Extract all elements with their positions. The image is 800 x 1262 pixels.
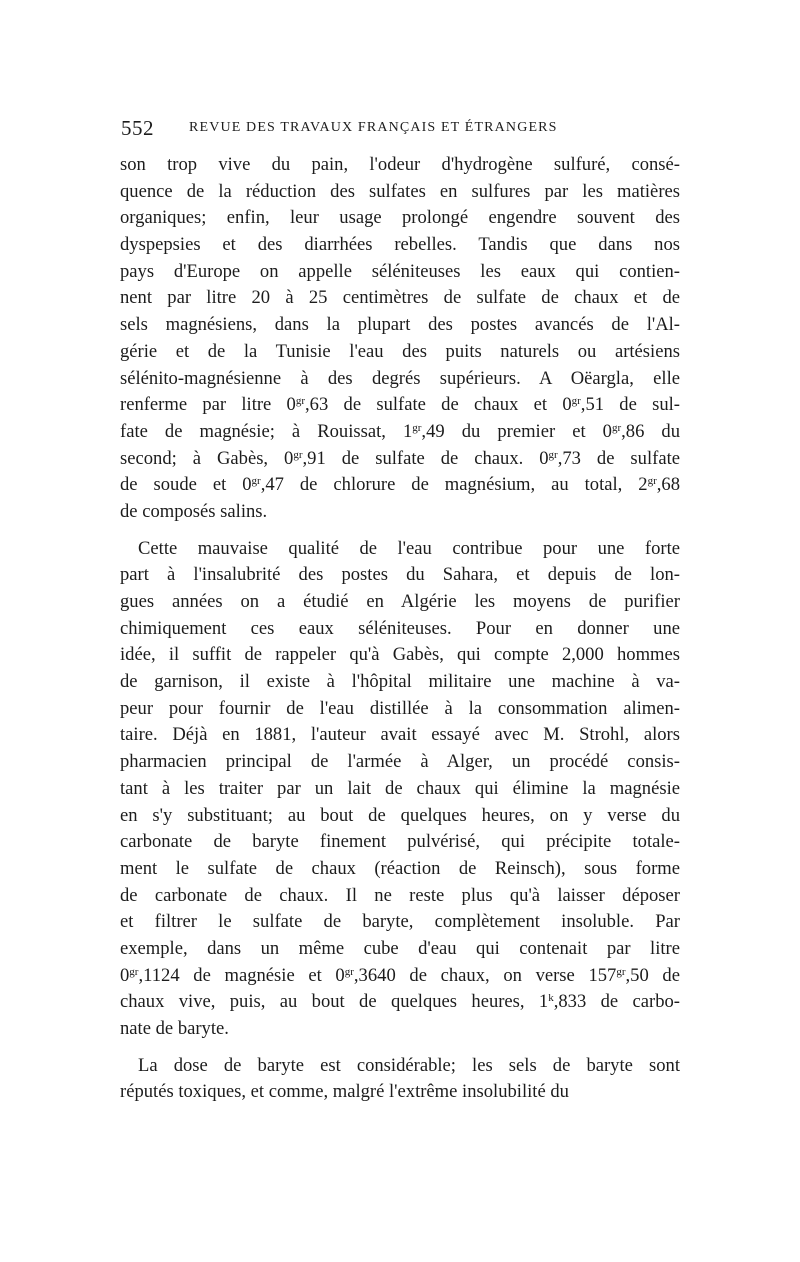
text-line: pays d'Europe on appelle séléniteuses les eaux qui contien- <box>120 260 680 282</box>
text-line: pharmacien principal de l'armée à Alger, un procédé consis- <box>120 751 680 773</box>
paragraph <box>120 536 680 1043</box>
text-line: nate de baryte. <box>120 1018 229 1039</box>
text-line: dyspepsies et des diarrhées rebelles. Tandis que dans nos <box>120 234 680 256</box>
text-line: carbonate de baryte finement pulvérisé, qui précipite totale- <box>120 831 680 853</box>
text-line: quence de la réduction des sulfates en sulfures par les matières <box>120 180 680 202</box>
text-line: Cette mauvaise qualité de l'eau contribue pour une forte <box>138 537 680 559</box>
text-line: chimiquement ces eaux séléniteuses. Pour en donner une <box>120 617 680 639</box>
text-line: La dose de baryte est considérable; les sels de baryte sont <box>138 1054 680 1076</box>
text-line: $0^{gr},1124$ de magnésie et $0^{gr},3640$ de chaux, on verse $157^{gr},50$ de <box>120 964 680 986</box>
text-line: taire. Déjà en 1881, l'auteur avait essayé avec M. Strohl, alors <box>120 724 680 746</box>
text-line: ment le sulfate de chaux (réaction de Reinsch), sous forme <box>120 857 680 879</box>
text-line: fate de magnésie; à Rouissat, $1^{gr},49$ du premier et $0^{gr},86$ du <box>120 420 680 442</box>
paragraph <box>120 152 680 526</box>
text-line: part à l'insalubrité des postes du Sahara, et depuis de lon- <box>120 564 680 586</box>
text-line: sels magnésiens, dans la plupart des postes avancés de l'Al- <box>120 314 680 336</box>
text-line: idée, il suffit de rappeler qu'à Gabès, qui compte 2,000 hommes <box>120 644 680 666</box>
text-line: gues années on a étudié en Algérie les moyens de purifier <box>120 591 680 612</box>
text-line: de composés salins. <box>120 500 268 522</box>
text-line: exemple, dans un même cube d'eau qui contenait par litre <box>120 937 680 959</box>
body-text <box>120 152 680 1106</box>
text-line: de garnison, il existe à l'hôpital militaire une machine à va- <box>120 671 680 693</box>
text-line: réputés toxiques, et comme, malgré l'extrême insolubilité du <box>120 1081 569 1103</box>
page-number: 552 <box>121 116 154 140</box>
text-line: renferme par litre $0^{gr},63$ de sulfate de chaux et $0^{gr},51$ de sul- <box>120 394 680 416</box>
text-line: gérie et de la Tunisie l'eau des puits naturels ou artésiens <box>120 340 680 362</box>
text-line: et filtrer le sulfate de baryte, complètement insoluble. Par <box>120 911 680 933</box>
text-line: en s'y substituant; au bout de quelques heures, on y verse du <box>120 804 680 826</box>
text-line: second; à Gabès, $0^{gr},91$ de sulfate de chaux. $0^{gr},73$ de sulfate <box>120 447 680 469</box>
text-line: chaux vive, puis, au bout de quelques heures, 1$^k$,833 de carbo- <box>120 991 680 1013</box>
running-title: REVUE DES TRAVAUX FRANÇAIS ET ÉTRANGERS <box>189 120 558 135</box>
text-line: peur pour fournir de l'eau distillée à la consommation alimen- <box>120 697 680 719</box>
text-line: organiques; enfin, leur usage prolongé engendre souvent des <box>120 207 680 229</box>
text-line: sélénito-magnésienne à des degrés supérieurs. A Oëargla, elle <box>120 367 680 389</box>
text-line: de carbonate de chaux. Il ne reste plus qu'à laisser déposer <box>120 884 680 906</box>
text-line: son trop vive du pain, l'odeur d'hydrogène sulfuré, consé- <box>120 154 680 175</box>
paragraph <box>120 1053 680 1106</box>
text-line: de soude et $0^{gr},47$ de chlorure de magnésium, au total, $2^{gr},68$ <box>120 474 680 496</box>
text-line: nent par litre 20 à 25 centimètres de sulfate de chaux et de <box>120 287 680 309</box>
paragraph-gap <box>120 526 680 536</box>
page-header <box>121 116 681 140</box>
text-line: tant à les traiter par un lait de chaux qui élimine la magnésie <box>120 777 680 799</box>
paragraph-gap <box>120 1043 680 1053</box>
paragraph-container <box>120 152 680 1106</box>
